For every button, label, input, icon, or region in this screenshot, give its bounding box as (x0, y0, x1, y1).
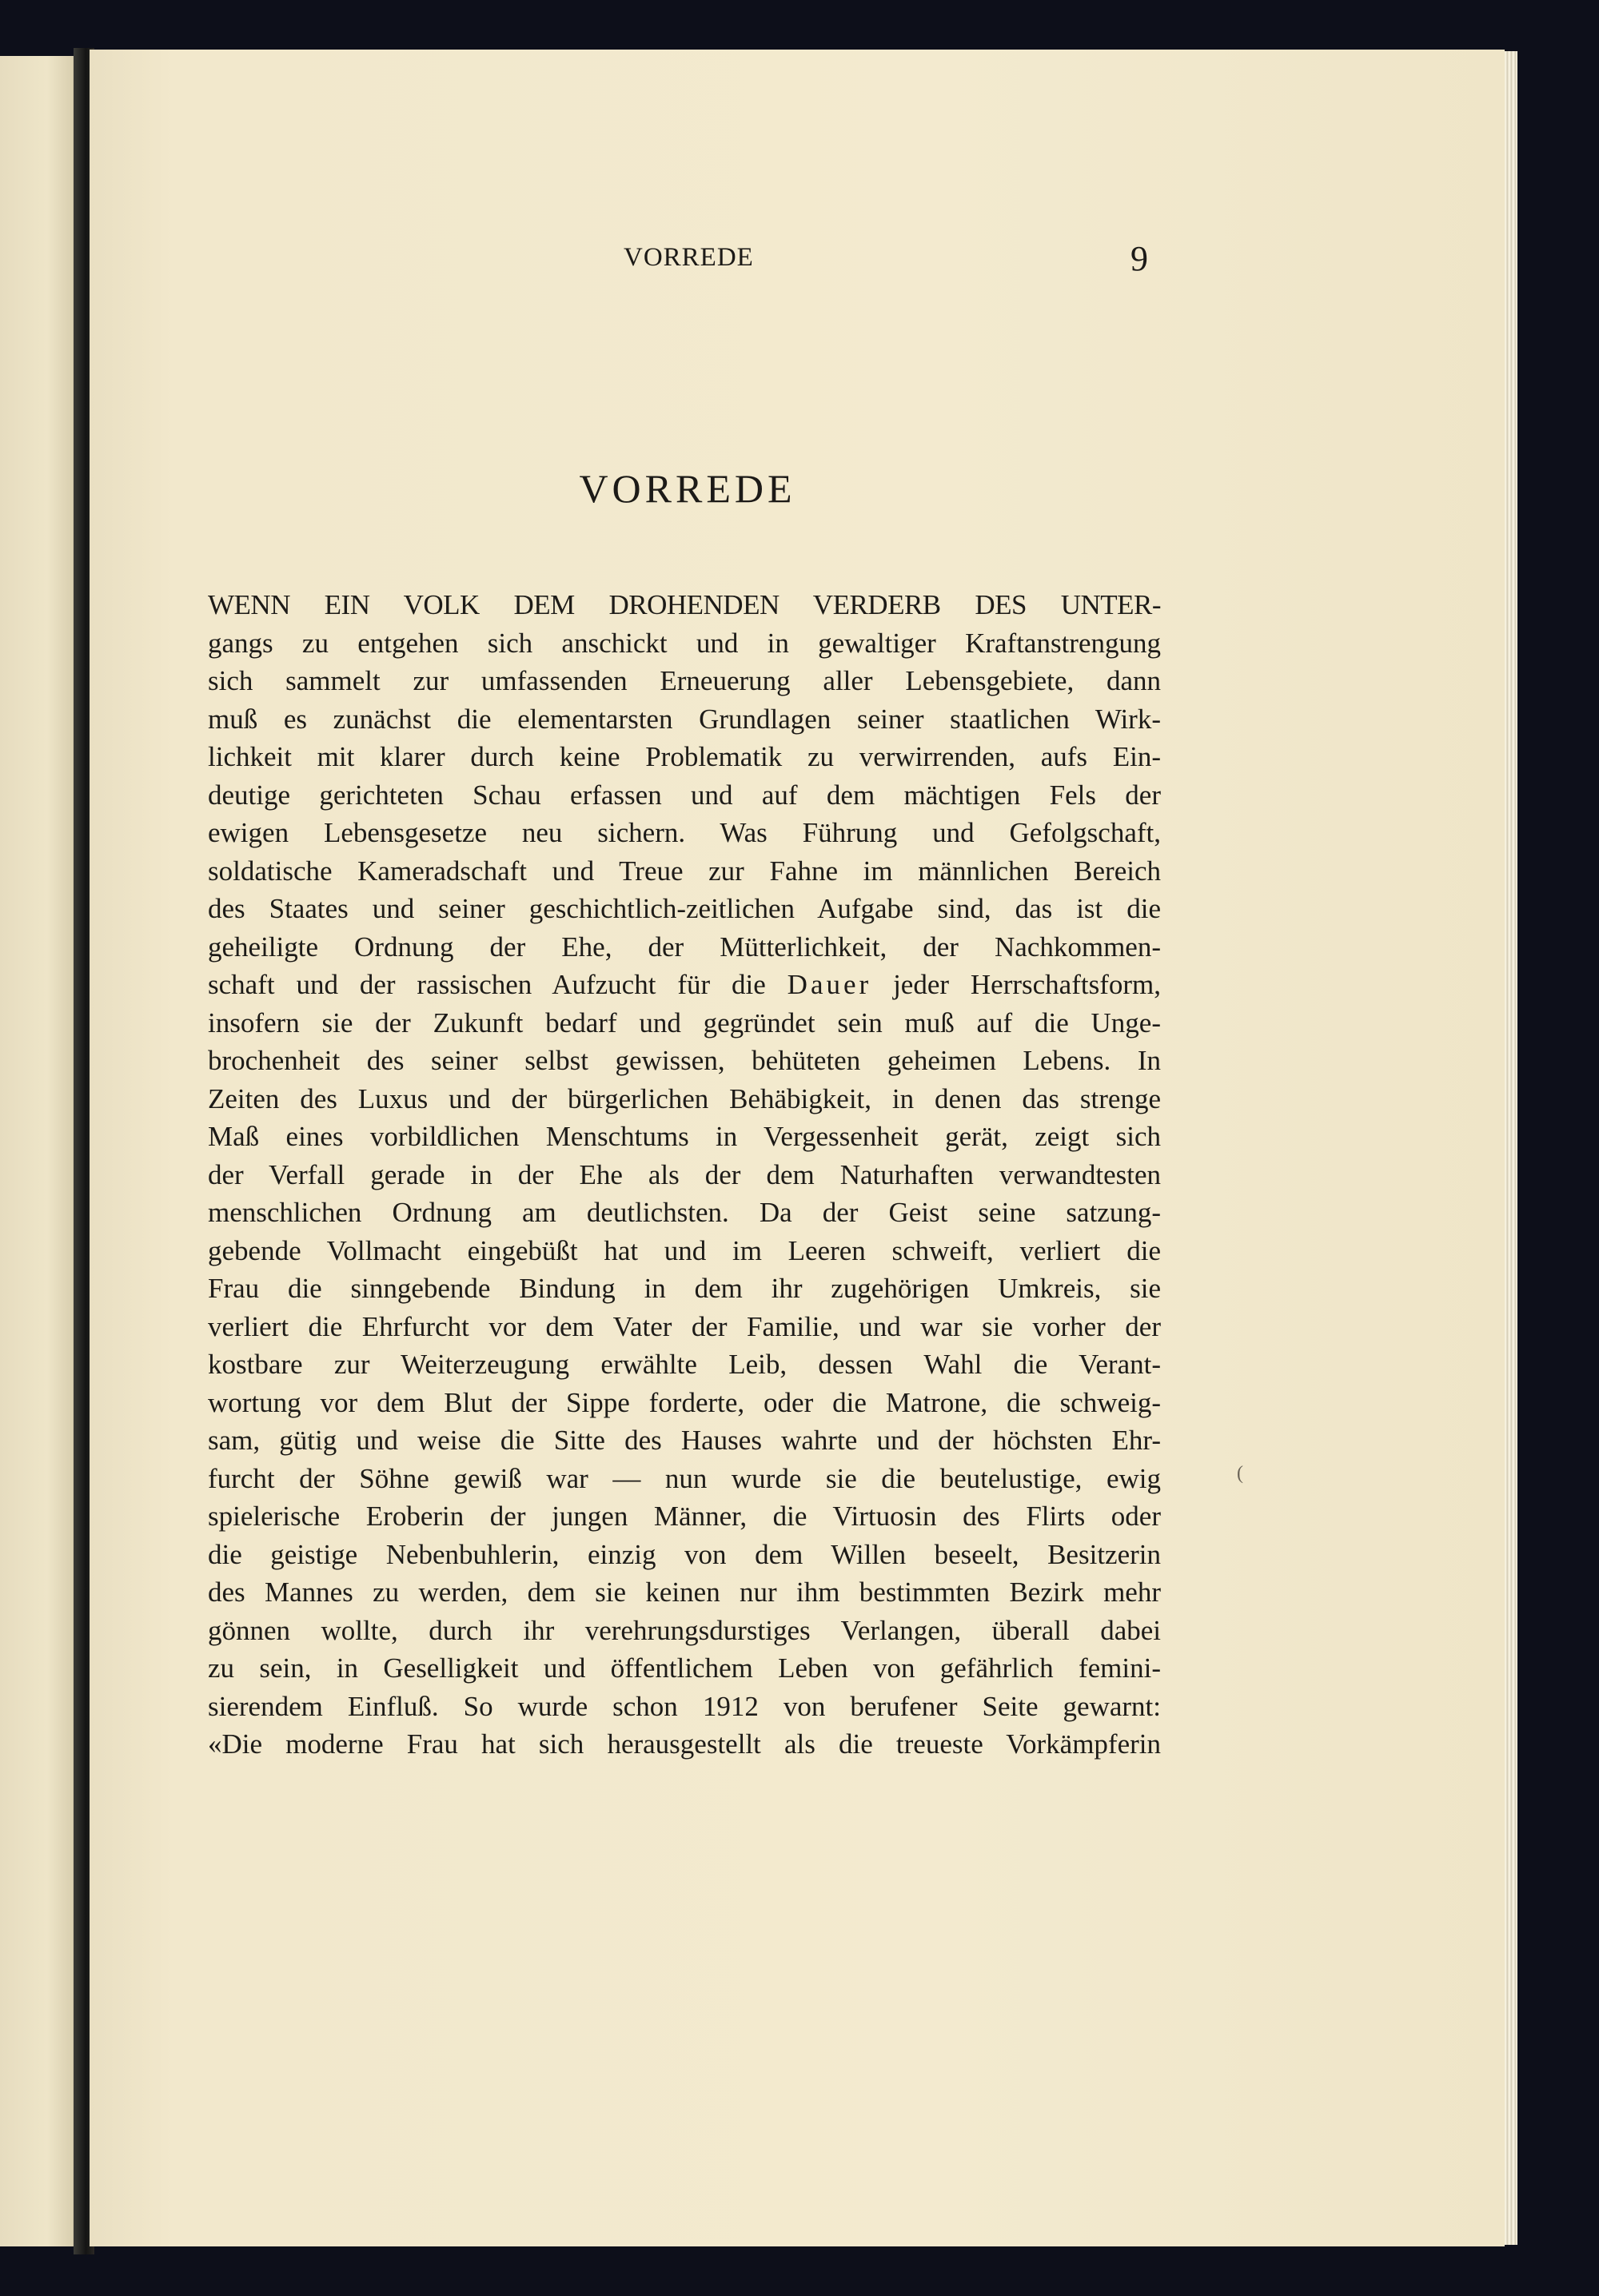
text-segment: jeder Herrschaftsform, (871, 969, 1161, 1000)
text-segment: schaft und der rassischen Aufzucht für die (208, 969, 788, 1000)
text-line: die geistige Nebenbuhlerin, einzig von dem Willen beseelt, Besitzerin (208, 1538, 1161, 1570)
text-line: zu sein, in Geselligkeit und öffentlichem Leben von gefährlich femini- (208, 1652, 1161, 1684)
text-line: WENN EIN VOLK DEM DROHENDEN VERDERB DES UNTER- (208, 589, 1161, 620)
page-header (208, 238, 1167, 286)
text-line (208, 966, 1161, 1004)
text-line: muß es zunächst die elementarsten Grundlagen seiner staatlichen Wirk- (208, 703, 1161, 735)
text-line: der Verfall gerade in der Ehe als der dem Naturhaften verwandtesten (208, 1158, 1161, 1190)
text-line: ewigen Lebensgesetze neu sichern. Was Führung und Gefolgschaft, (208, 817, 1161, 848)
running-head: VORREDE (624, 243, 754, 272)
text-line: gangs zu entgehen sich anschickt und in gewaltiger Kraftanstrengung (208, 627, 1161, 659)
margin-mark: ( (1237, 1463, 1243, 1484)
text-line: geheiligte Ordnung der Ehe, der Mütterlichkeit, der Nachkommen- (208, 931, 1161, 963)
body-text (208, 586, 1161, 1764)
text-line: sierendem Einfluß. So wurde schon 1912 von berufener Seite gewarnt: (208, 1690, 1161, 1722)
text-line: gönnen wollte, durch ihr verehrungsdurstiges Verlangen, überall dabei (208, 1614, 1161, 1646)
text-line: des Staates und seiner geschichtlich-zeitlichen Aufgabe sind, das ist die (208, 893, 1161, 924)
text-line: furcht der Söhne gewiß war — nun wurde sie die beutelustige, ewig (208, 1462, 1161, 1494)
text-line: menschlichen Ordnung am deutlichsten. Da der Geist seine satzung- (208, 1197, 1161, 1228)
text-line: brochenheit des seiner selbst gewissen, behüteten geheimen Lebens. In (208, 1045, 1161, 1076)
text-line: soldatische Kameradschaft und Treue zur Fahne im männlichen Bereich (208, 855, 1161, 887)
text-line: sam, gütig und weise die Sitte des Hauses wahrte und der höchsten Ehr- (208, 1425, 1161, 1456)
text-line: Frau die sinngebende Bindung in dem ihr zugehörigen Umkreis, sie (208, 1273, 1161, 1304)
text-line: deutige gerichteten Schau erfassen und auf dem mächtigen Fels der (208, 779, 1161, 811)
chapter-title: VORREDE (579, 466, 796, 511)
text-line: insofern sie der Zukunft bedarf und gegründet sein muß auf die Unge- (208, 1006, 1161, 1038)
text-line: des Mannes zu werden, dem sie keinen nur ihm bestimmten Bezirk mehr (208, 1577, 1161, 1608)
text-line: Zeiten des Luxus und der bürgerlichen Behäbigkeit, in denen das strenge (208, 1082, 1161, 1114)
text-line: gebende Vollmacht eingebüßt hat und im Leeren schweift, verliert die (208, 1234, 1161, 1266)
page-number: 9 (1130, 239, 1148, 278)
text-line: kostbare zur Weiterzeugung erwählte Leib, dessen Wahl die Verant- (208, 1349, 1161, 1380)
text-line: spielerische Eroberin der jungen Männer, die Virtuosin des Flirts oder (208, 1501, 1161, 1532)
page-edge-stack (1505, 51, 1517, 2245)
text-line: sich sammelt zur umfassenden Erneuerung aller Lebensgebiete, dann (208, 665, 1161, 696)
text-line: verliert die Ehrfurcht vor dem Vater der Familie, und war sie vorher der (208, 1310, 1161, 1342)
emphasized-word: Dauer (787, 969, 872, 1000)
text-line: Maß eines vorbildlichen Menschtums in Vergessenheit gerät, zeigt sich (208, 1121, 1161, 1152)
text-line: wortung vor dem Blut der Sippe forderte, oder die Matrone, die schweig- (208, 1386, 1161, 1418)
left-page-edge (0, 56, 78, 2246)
text-line: lichkeit mit klarer durch keine Problematik zu verwirrenden, aufs Ein- (208, 741, 1161, 772)
text-line: «Die moderne Frau hat sich herausgestellt als die treueste Vorkämpferin (208, 1728, 1161, 1760)
